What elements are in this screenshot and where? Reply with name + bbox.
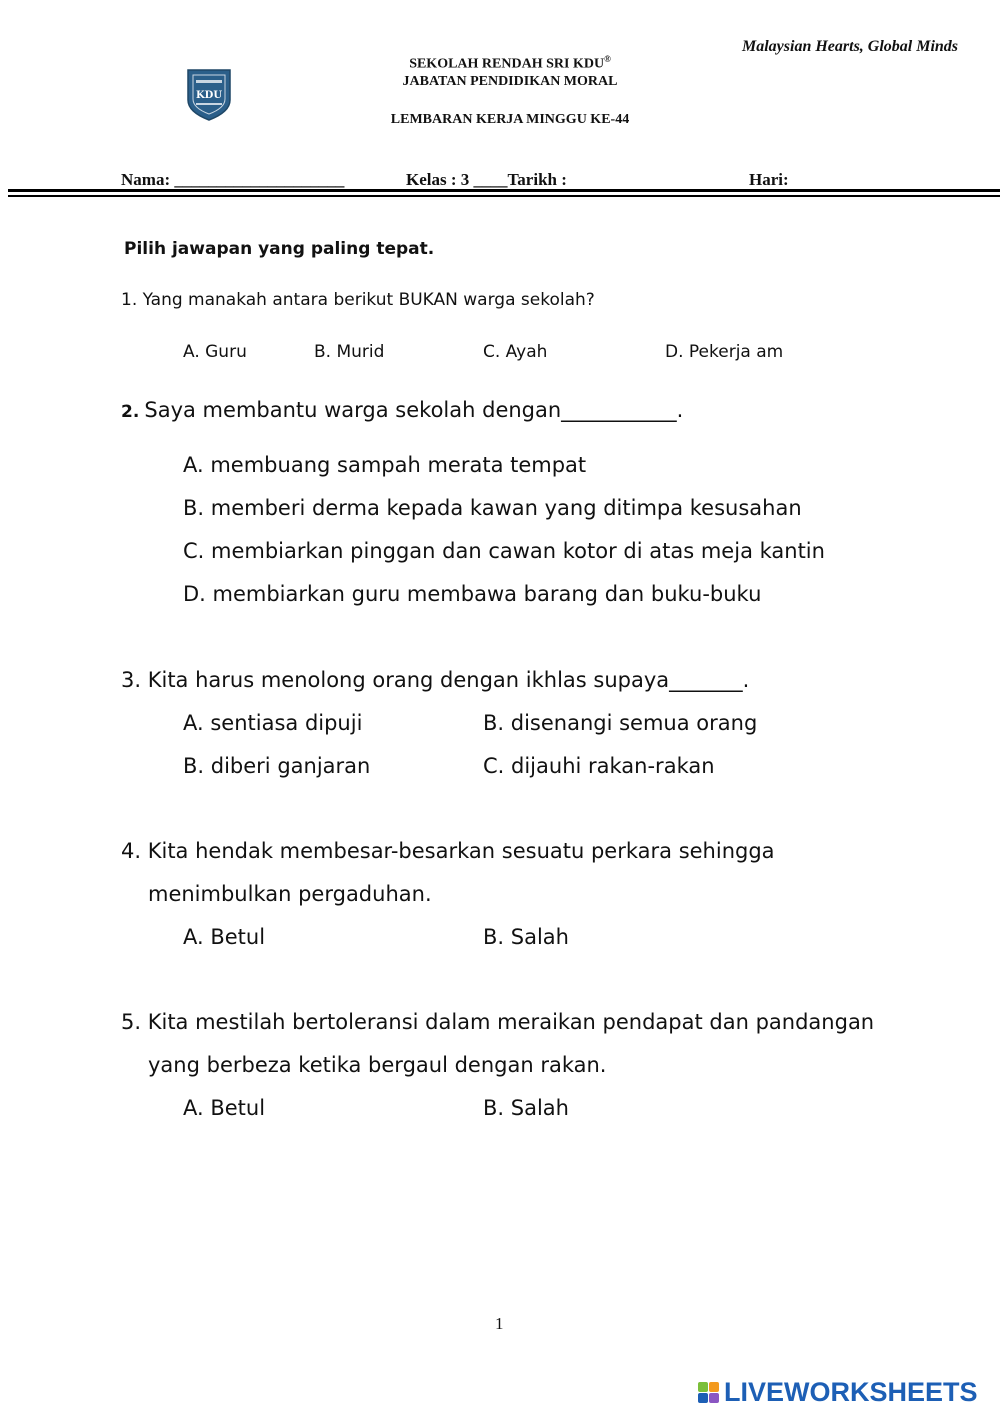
question-2 (121, 398, 683, 422)
q3-option-a[interactable]: A. sentiasa dipuji (183, 711, 363, 735)
question-3: 3. Kita harus menolong orang dengan ikhlas supaya_______. (121, 668, 750, 692)
name-label: Nama: (121, 170, 171, 189)
q2-option-d[interactable]: D. membiarkan guru membawa barang dan buku-buku (183, 582, 762, 606)
date-label: Tarikh : (507, 170, 567, 189)
question-5-line-2: yang berbeza ketika bergaul dengan rakan. (148, 1053, 607, 1077)
q3-option-c[interactable]: B. diberi ganjaran (183, 754, 371, 778)
school-name: SEKOLAH RENDAH SRI KDU (409, 56, 605, 72)
class-label: Kelas : 3 (406, 170, 470, 189)
liveworksheets-wordmark: LIVEWORKSHEETS (724, 1377, 978, 1407)
liveworksheets-logo[interactable] (698, 1377, 978, 1408)
question-5-line-1: 5. Kita mestilah bertoleransi dalam meraikan pendapat dan pandangan (121, 1010, 875, 1034)
question-1: 1. Yang manakah antara berikut BUKAN warga sekolah? (121, 290, 595, 310)
department-name: JABATAN PENDIDIKAN MORAL (402, 74, 618, 89)
worksheet-title: LEMBARAN KERJA MINGGU KE-44 (390, 112, 630, 127)
divider-thin (8, 195, 1000, 197)
school-crest-logo (184, 66, 234, 122)
class-field[interactable] (406, 170, 567, 190)
liveworksheets-icon (698, 1382, 719, 1403)
q2-option-c[interactable]: C. membiarkan pinggan dan cawan kotor di atas meja kantin (183, 539, 825, 563)
question-2-number: 2. (121, 402, 140, 422)
q1-option-c[interactable]: C. Ayah (483, 342, 548, 362)
question-4-line-1: 4. Kita hendak membesar-besarkan sesuatu perkara sehingga (121, 839, 775, 863)
registered-mark: ® (604, 54, 611, 64)
q3-option-b[interactable]: B. disenangi semua orang (483, 711, 758, 735)
name-blank: ____________________ (174, 170, 345, 189)
school-name-line (300, 54, 720, 73)
page-number: 1 (495, 1314, 504, 1333)
logo-text: KDU (195, 90, 223, 101)
q4-option-a[interactable]: A. Betul (183, 925, 266, 949)
day-label[interactable]: Hari: (749, 170, 789, 189)
question-2-text: Saya membantu warga sekolah dengan___________. (144, 398, 684, 422)
q3-option-d[interactable]: C. dijauhi rakan-rakan (483, 754, 715, 778)
q2-option-a[interactable]: A. membuang sampah merata tempat (183, 453, 587, 477)
q4-option-b[interactable]: B. Salah (483, 925, 569, 949)
divider-thick (8, 189, 1000, 192)
school-motto: Malaysian Hearts, Global Minds (742, 38, 959, 55)
class-blank: ____ (473, 170, 508, 189)
q5-option-a[interactable]: A. Betul (183, 1096, 266, 1120)
q1-option-b[interactable]: B. Murid (314, 342, 385, 362)
q2-option-b[interactable]: B. memberi derma kepada kawan yang ditimpa kesusahan (183, 496, 802, 520)
q1-option-d[interactable]: D. Pekerja am (665, 342, 784, 362)
q5-option-b[interactable]: B. Salah (483, 1096, 569, 1120)
name-field[interactable] (121, 170, 344, 190)
instruction: Pilih jawapan yang paling tepat. (124, 239, 435, 259)
question-4-line-2: menimbulkan pergaduhan. (148, 882, 432, 906)
q1-option-a[interactable]: A. Guru (183, 342, 247, 362)
